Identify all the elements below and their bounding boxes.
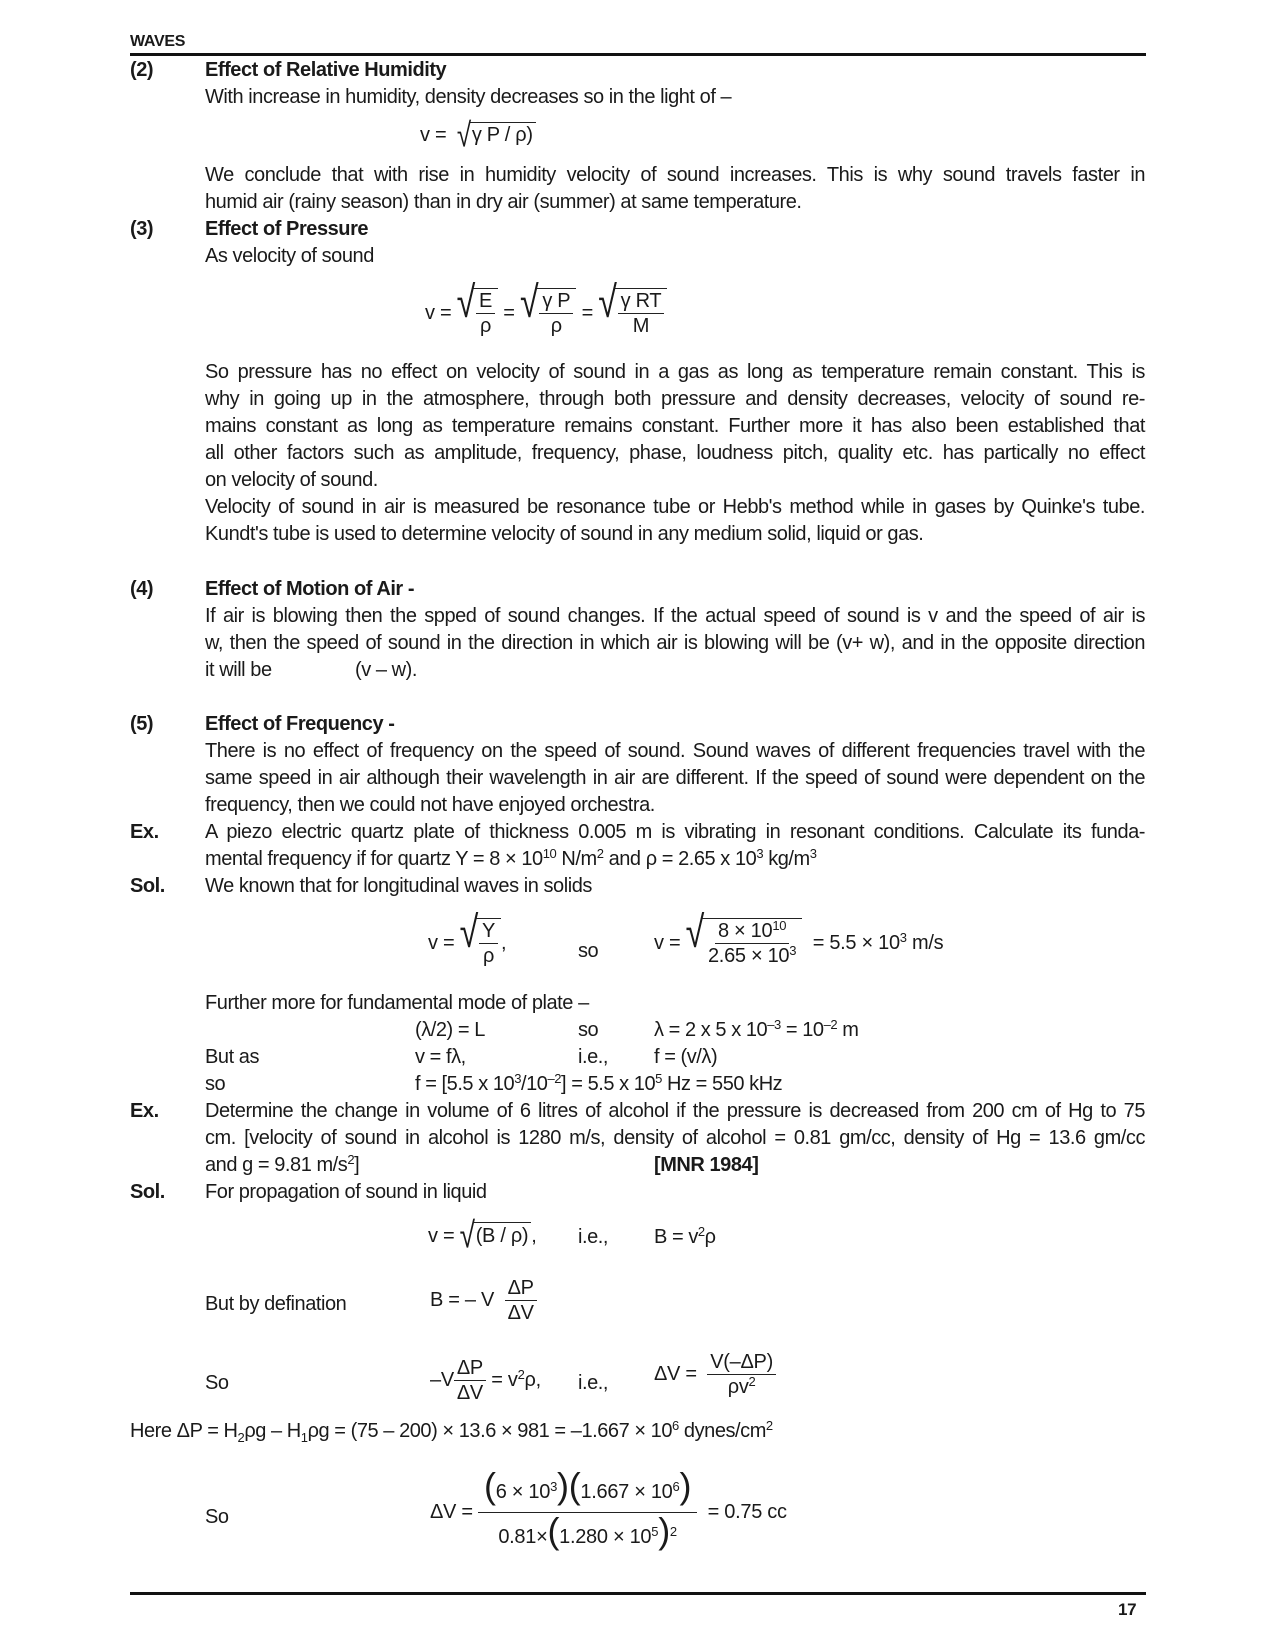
paragraph	[205, 738, 1145, 819]
formula-bulk-modulus: $B = v^2\rho$	[654, 1224, 716, 1248]
sqrt-expression	[519, 277, 576, 338]
text-line: why in going up in the atmosphere, through both pressure and density decreases, velocity of sound re-	[205, 388, 1145, 410]
denominator: ρ	[482, 945, 495, 967]
text-line: all other factors such as amplitude, frequency, phase, loudness pitch, quality etc. has partically no effect	[205, 442, 1145, 464]
example-question	[205, 1098, 1145, 1152]
final-result: f = [5.5 x $10^3/10^{-2}] = 5.5$ x $10^5$ Hz = 550 kHz	[415, 1071, 783, 1095]
numerator: γ RT	[618, 289, 665, 314]
row-c1: v = fλ,	[415, 1046, 466, 1068]
denominator: ΔV	[456, 1382, 483, 1404]
text-line: Kundt's tube is used to determine velocity of sound in any medium solid, liquid or gas.	[205, 523, 924, 545]
sqrt-expression	[456, 277, 498, 338]
text-line: So pressure has no effect on velocity of sound in a gas as long as temperature remain constant. This is	[205, 361, 1145, 383]
formula-liquid-velocity	[428, 1215, 537, 1256]
paragraph	[205, 162, 1145, 216]
fraction	[454, 1356, 486, 1405]
text-line: same speed in air although their wavelength in air are different. If the speed of sound were dependent on the	[205, 767, 1145, 789]
text-line: on velocity of sound.	[205, 469, 378, 491]
formula-volume-change-derivation	[430, 1356, 541, 1405]
text-line: Further more for fundamental mode of plate –	[205, 992, 589, 1014]
section-intro: With increase in humidity, density decreases so in the light of –	[205, 86, 732, 108]
numerator: $(6 \times 10^3)(1.667 \times 10^6)$	[478, 1468, 697, 1513]
result: = $5.5 \times 10^3$ m/s	[812, 929, 944, 954]
section-number: (5)	[130, 713, 154, 735]
sqrt-expression	[459, 1215, 532, 1256]
fraction	[478, 1465, 697, 1557]
radicand: γ P / ρ)	[469, 122, 536, 148]
connector-ie: i.e.,	[578, 1226, 608, 1248]
sqrt-expression	[456, 115, 536, 155]
row-label: so	[205, 1073, 226, 1095]
page-number: 17	[1118, 1600, 1137, 1619]
row-c3: λ = 2 x 5 x $10^{-3} = 10^{-2}$ m	[654, 1017, 859, 1041]
text-line: it will be	[205, 659, 272, 681]
numerator: E	[476, 289, 495, 314]
denominator: $0.81\times(1.280 \times 10^5)^2$	[498, 1510, 677, 1551]
text-line: frequency, then we could not have enjoyed orchestra.	[205, 794, 655, 816]
radical-icon: √	[598, 277, 617, 328]
numerator: ΔP	[454, 1356, 486, 1381]
connector-ie: i.e.,	[578, 1372, 608, 1394]
numerator: Y	[479, 919, 498, 944]
row-label: But by defination	[205, 1293, 347, 1315]
denominator: $2.65 \times 10^3$	[707, 943, 797, 967]
radical-icon: √	[456, 277, 475, 328]
section-title: Effect of Motion of Air -	[205, 578, 415, 600]
radical-icon: √	[459, 907, 478, 958]
numerator: $8 \times 10^{10}$	[715, 919, 789, 944]
paragraph	[205, 359, 1145, 548]
denominator: ρ	[550, 315, 562, 337]
formula-bulk-definition	[430, 1276, 537, 1325]
radical-icon: √	[459, 1215, 475, 1256]
solution-label: Sol.	[130, 1181, 165, 1203]
formula-lhs: v =	[428, 1224, 455, 1247]
text-line: mental frequency if for quartz $Y = 8 \times 10^{10}$ $N/m^2$ and ρ = 2.65 x $10^3$ $kg/m^3$	[205, 846, 817, 870]
radical-icon: √	[685, 907, 704, 958]
section-title: Effect of Frequency -	[205, 713, 395, 735]
comma: ,	[501, 931, 507, 954]
formula-solid-velocity-numeric	[654, 907, 944, 968]
formula-inline: (v – w).	[355, 659, 417, 681]
sqrt-expression	[685, 907, 803, 968]
text-line: If air is blowing then the spped of sound changes. If the actual speed of sound is v and the speed of air is	[205, 605, 1145, 627]
formula-pressure	[425, 277, 667, 338]
section-number: (4)	[130, 578, 154, 600]
text-line: cm. [velocity of sound in alcohol is 1280 m/s, density of alcohol = 0.81 gm/cc, density of Hg = 13.6 gm/cc	[205, 1127, 1145, 1149]
formula-lhs: ΔV =	[654, 1363, 697, 1385]
row-label: So	[205, 1372, 229, 1394]
row-c2: so	[578, 1019, 599, 1041]
solution-label: Sol.	[130, 875, 165, 897]
formula-mid: = $v^2\rho$,	[491, 1367, 541, 1391]
formula-lhs: –V	[430, 1369, 454, 1391]
section-number: (3)	[130, 218, 154, 240]
fraction	[707, 1350, 776, 1399]
text-line: We conclude that with rise in humidity velocity of sound increases. This is why sound travels faster in	[205, 164, 1145, 186]
text-line: mains constant as long as temperature remains constant. Further more it has also been established that	[205, 415, 1145, 437]
formula-lhs: ΔV =	[430, 1501, 473, 1523]
radicand: (B / ρ)	[473, 1222, 532, 1250]
text-line: There is no effect of frequency on the speed of sound. Sound waves of different frequencies travel with the	[205, 740, 1145, 762]
result: = 0.75 cc	[707, 1501, 787, 1523]
section-title: Effect of Pressure	[205, 218, 369, 240]
numerator: ΔP	[505, 1276, 537, 1301]
connector-so: so	[578, 940, 599, 962]
example-label: Ex.	[130, 821, 159, 843]
denominator: ΔV	[507, 1302, 534, 1324]
text-line: w, then the speed of sound in the direction in which air is blowing will be (v+ w), and in the opposite direction	[205, 632, 1145, 654]
formula-lhs: v =	[425, 301, 452, 324]
paragraph	[205, 603, 1145, 657]
radical-icon: √	[519, 277, 539, 328]
formula-lhs: v =	[654, 931, 681, 954]
row-label: But as	[205, 1046, 259, 1068]
numerator: V(–ΔP)	[707, 1350, 776, 1375]
formula-lhs: v =	[428, 931, 455, 954]
section-title: Effect of Relative Humidity	[205, 59, 447, 81]
equals: =	[503, 301, 515, 324]
text-line: Determine the change in volume of 6 litres of alcohol if the pressure is decreased from 200 cm of Hg to 75	[205, 1100, 1145, 1122]
row-label: So	[205, 1506, 229, 1528]
row-c1: (λ/2) = L	[415, 1019, 485, 1041]
formula-lhs: B = – V	[430, 1289, 495, 1311]
section-number: (2)	[130, 59, 154, 81]
sqrt-expression	[598, 277, 667, 338]
formula-volume-change	[654, 1350, 776, 1399]
footer-rule	[130, 1592, 1146, 1595]
header-rule	[130, 53, 1146, 56]
text-line: Velocity of sound in air is measured be resonance tube or Hebb's method while in gases by Quinke's tube.	[205, 496, 1145, 518]
example-label: Ex.	[130, 1100, 159, 1122]
equals: =	[581, 301, 593, 324]
radical-icon: √	[456, 115, 471, 155]
solution-intro: For propagation of sound in liquid	[205, 1181, 487, 1203]
text-line: and g = 9.81 $m/s^2$]	[205, 1152, 360, 1176]
example-question	[205, 819, 1145, 873]
section-intro: As velocity of sound	[205, 245, 374, 267]
text-line: A piezo electric quartz plate of thickness 0.005 m is vibrating in resonant conditions. Calculate its funda-	[205, 821, 1145, 843]
running-header: WAVES	[130, 33, 186, 50]
reference-tag: [MNR 1984]	[654, 1154, 759, 1176]
pressure-change-line: Here $\Delta P = H_2\rho g - H_1\rho g = (75 - 200) \times 13.6 \times 981 = -1.667 \times 10^6$ dynes/$cm^2$	[130, 1418, 773, 1445]
text-line: humid air (rainy season) than in dry air (summer) at same temperature.	[205, 191, 802, 213]
fraction	[505, 1276, 537, 1325]
row-c2: i.e.,	[578, 1046, 608, 1068]
denominator: $\rho v^2$	[727, 1374, 756, 1398]
sqrt-expression	[459, 907, 501, 968]
numerator: γ P	[539, 289, 573, 314]
formula-solid-velocity	[428, 907, 507, 968]
comma: ,	[531, 1224, 537, 1247]
solution-intro: We known that for longitudinal waves in solids	[205, 875, 592, 897]
denominator: ρ	[479, 315, 492, 337]
formula-humidity	[420, 115, 536, 155]
row-c3: f = (v/λ)	[654, 1046, 718, 1068]
formula-volume-result	[430, 1465, 787, 1557]
formula-lhs: v =	[420, 123, 447, 146]
denominator: M	[632, 315, 650, 337]
